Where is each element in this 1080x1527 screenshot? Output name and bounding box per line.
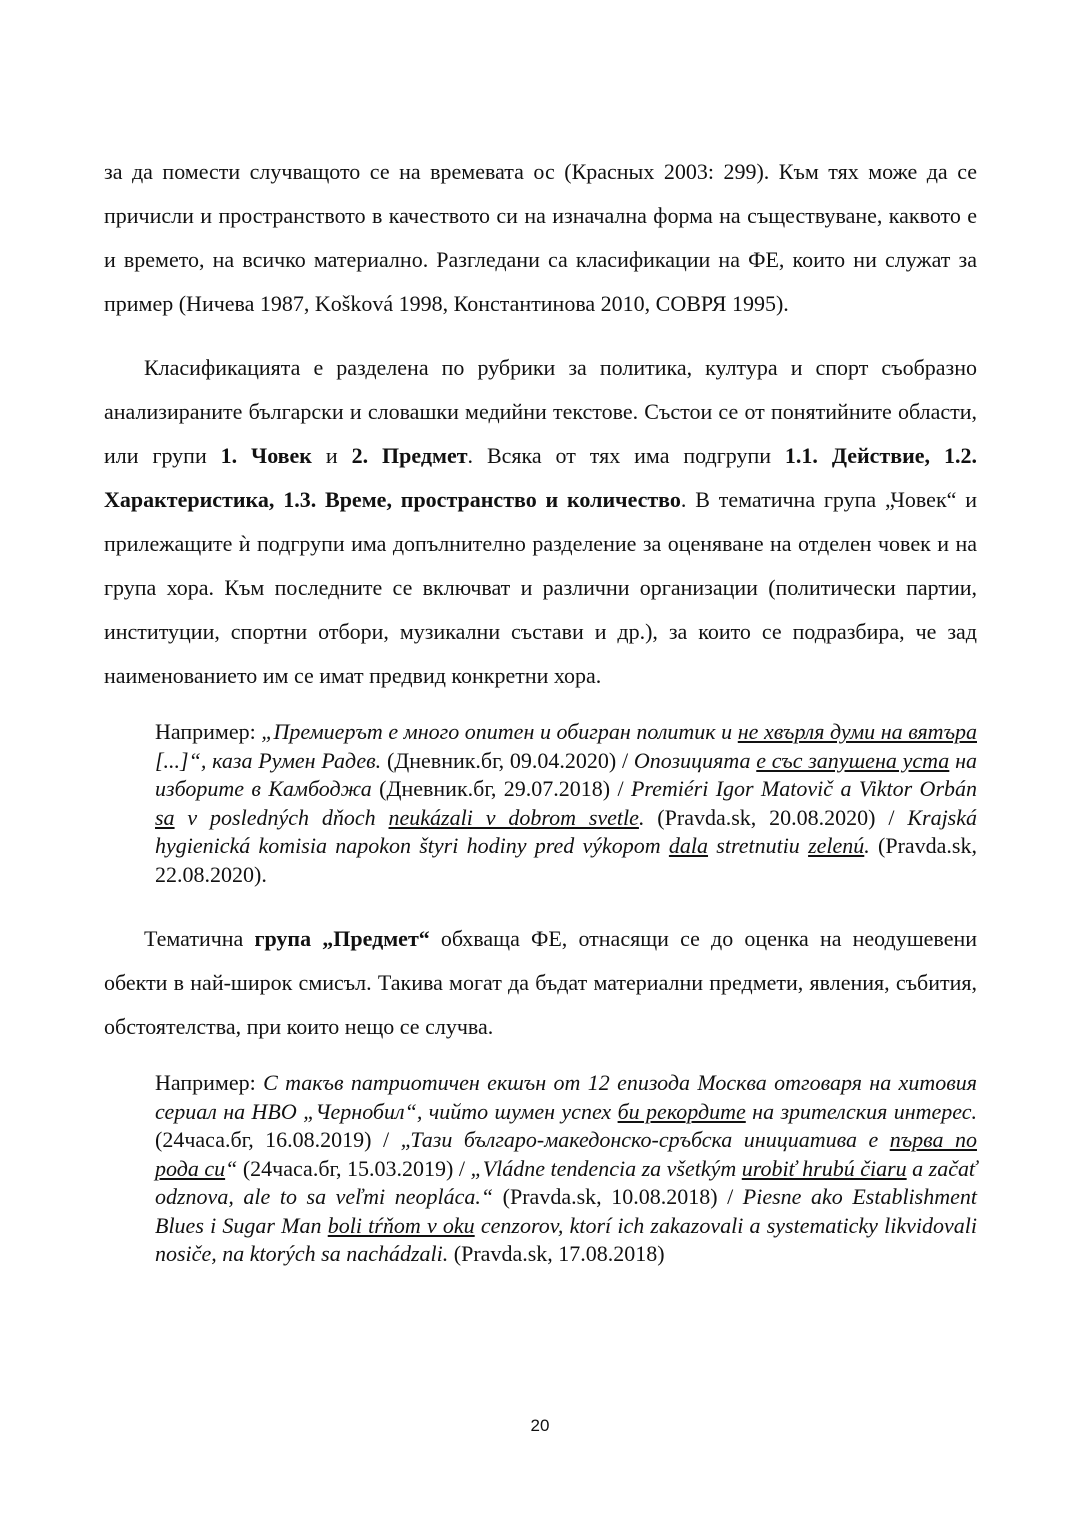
text: Класификацията е разделена по рубрики за политика, култура и спорт съобразно анализираните български и словашки медийни текстове. Състои се от понятийните области, или групи bbox=[104, 355, 977, 468]
phraseme: neukázali v dobrom svetle bbox=[388, 804, 639, 830]
quote: Krajská hygienická komisia napokon štyri hodiny pred výkopom bbox=[155, 804, 978, 858]
example-label: Например: bbox=[155, 1070, 264, 1095]
paragraph-2 bbox=[104, 346, 977, 698]
bold-term: 1. Човек bbox=[220, 443, 312, 468]
text: Тематична bbox=[144, 926, 255, 951]
text: . Всяка от тях има подгрупи bbox=[467, 443, 785, 468]
source: (Дневник.бг, 09.04.2020) / bbox=[381, 747, 634, 773]
quote: stretnutiu bbox=[708, 833, 809, 858]
quote: . bbox=[638, 804, 645, 830]
phraseme: dala bbox=[668, 833, 709, 858]
quote: v posledných dňoch bbox=[174, 804, 389, 830]
page-number: 20 bbox=[530, 1416, 550, 1435]
text: и bbox=[311, 443, 352, 468]
phraseme: urobiť hrubú čiaru bbox=[741, 1155, 907, 1181]
quote: Piesne ako Establishment Blues i Sugar Man bbox=[155, 1184, 977, 1238]
phraseme: zelenú bbox=[808, 833, 865, 858]
phraseme: първа по рода си bbox=[155, 1127, 977, 1181]
source: (24часа.бг, 16.08.2019) / bbox=[155, 1127, 401, 1152]
source: (Pravda.sk, 10.08.2018) / bbox=[493, 1184, 743, 1209]
bold-term: 1.1. Действие, 1.2. Характеристика, 1.3. Време, пространство и количество bbox=[104, 443, 977, 512]
paragraph-3 bbox=[104, 917, 977, 1049]
example-label: Например: bbox=[155, 719, 262, 744]
phraseme: не хвърля думи на вятъра bbox=[737, 719, 977, 744]
quote: “ bbox=[225, 1155, 238, 1181]
quote: „Vládne tendencia za všetkým bbox=[470, 1155, 742, 1181]
quote: Опозицията bbox=[633, 747, 757, 773]
phraseme: е със запушена уста bbox=[756, 747, 950, 773]
quote: на изборите в Камбоджа bbox=[155, 747, 977, 801]
bold-term: група „Предмет“ bbox=[254, 926, 430, 951]
quote: на зрителския интерес. bbox=[745, 1098, 977, 1124]
document-page bbox=[104, 150, 977, 1269]
quote: Premiéri Igor Matovič a Viktor Orbán bbox=[630, 776, 978, 801]
quote: a začať odznova, ale to sa veľmi neopláca.“ bbox=[155, 1155, 977, 1209]
quote: cenzorov, ktorí ich zakazovali a systematicky likvidovali nosiče, na ktorých sa nachádzali. bbox=[155, 1212, 977, 1266]
quote: „Тази българо-македонско-сръбска инициатива е bbox=[400, 1127, 890, 1152]
source: (Pravda.sk, 17.08.2018) bbox=[448, 1241, 665, 1266]
phraseme: sa bbox=[155, 804, 175, 830]
example-block-1 bbox=[155, 718, 977, 889]
paragraph-1: за да помести случващото се на времевата ос (Красных 2003: 299). Към тях може да се причисли и пространството в качеството си на изначална форма на съществуване, каквото е и времето, на всичко материално. Разгледани са класификации на ФЕ, които ни служат за пример (Ничева 1987, Košková 1998, Константинова 2010, СОВРЯ 1995). bbox=[104, 159, 977, 316]
source: (Pravda.sk, 20.08.2020) / bbox=[644, 804, 908, 830]
quote: . bbox=[864, 833, 870, 858]
example-block-2 bbox=[155, 1069, 977, 1269]
text: обхваща ФЕ, отнасящи се до оценка на неодушевени обекти в най-широк смисъл. Такива могат да бъдат материални предмети, явления, събития, обстоятелства, при които нещо се случва. bbox=[104, 926, 978, 1039]
source: (Дневник.бг, 29.07.2018) / bbox=[371, 776, 631, 801]
source: (Pravda.sk, 22.08.2020). bbox=[155, 833, 977, 887]
bold-term: 2. Предмет bbox=[351, 443, 468, 468]
source: (24часа.бг, 15.03.2019) / bbox=[237, 1155, 471, 1181]
quote: С такъв патриотичен екшън от 12 епизода Москва отговаря на хитовия сериал на HBO „Чернобил“, чийто шумен успех bbox=[155, 1070, 977, 1124]
quote: [...]“, каза Румен Радев. bbox=[155, 747, 382, 773]
phraseme: boli tŕňom v oku bbox=[327, 1212, 475, 1238]
phraseme: би рекордите bbox=[617, 1098, 746, 1124]
quote: „Премиерът е много опитен и обигран политик и bbox=[261, 719, 738, 744]
text: . В тематична група „Човек“ и прилежащите ѝ подгрупи има допълнително разделение за оценяване на отделен човек и на група хора. Към последните се включват и различни организации (политически партии, институции, спортни отбори, музикални състави и др.), за които се подразбира, че зад наименованието им се имат предвид конкретни хора. bbox=[104, 487, 977, 688]
